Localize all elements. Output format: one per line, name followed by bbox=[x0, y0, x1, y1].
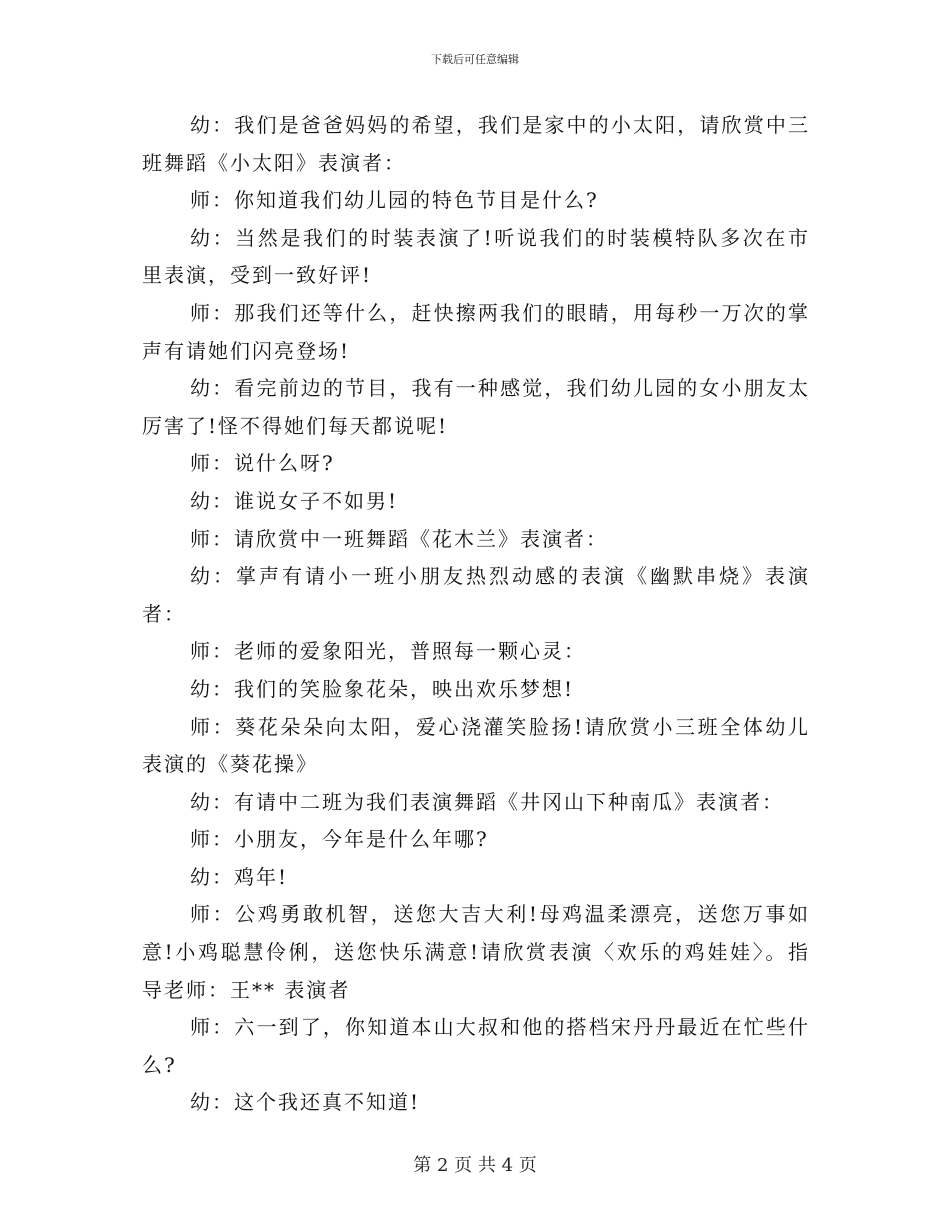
dialogue-line: 幼：当然是我们的时装表演了!听说我们的时装模特队多次在市里表演，受到一致好评! bbox=[142, 225, 810, 288]
page-header: 下载后可任意编辑 bbox=[431, 53, 519, 66]
dialogue-line: 师：请欣赏中一班舞蹈《花木兰》表演者： bbox=[190, 526, 608, 551]
dialogue-line: 师：老师的爱象阳光，普照每一颗心灵： bbox=[190, 639, 586, 664]
dialogue-line: 师：你知道我们幼儿园的特色节目是什么? bbox=[190, 188, 599, 213]
page-footer: 第 2 页 共 4 页 bbox=[413, 1155, 537, 1176]
dialogue-line: 师：那我们还等什么，赶快擦两我们的眼睛，用每秒一万次的掌声有请她们闪亮登场! bbox=[142, 300, 810, 363]
dialogue-line: 师：说什么呀? bbox=[190, 451, 335, 476]
dialogue-line: 师：公鸡勇敢机智，送您大吉大利!母鸡温柔漂亮，送您万事如意!小鸡聪慧伶俐，送您快乐满意!请欣赏表演〈欢乐的鸡娃娃〉。指导老师：王** 表演者 bbox=[142, 902, 810, 1002]
dialogue-line: 师：六一到了，你知道本山大叔和他的搭档宋丹丹最近在忙些什么? bbox=[142, 1015, 810, 1077]
dialogue-line: 幼：这个我还真不知道! bbox=[190, 1090, 421, 1115]
dialogue-line: 幼：看完前边的节目，我有一种感觉，我们幼儿园的女小朋友太厉害了!怪不得她们每天都说呢! bbox=[142, 376, 810, 438]
dialogue-line: 幼：谁说女子不如男! bbox=[190, 488, 399, 513]
dialogue-line: 幼：我们是爸爸妈妈的希望，我们是家中的小太阳，请欣赏中三班舞蹈《小太阳》表演者： bbox=[142, 113, 810, 175]
dialogue-line: 师：葵花朵朵向太阳，爱心浇灌笑脸扬!请欣赏小三班全体幼儿表演的《葵花操》 bbox=[142, 714, 810, 777]
dialogue-line: 幼：有请中二班为我们表演舞蹈《井冈山下种南瓜》表演者： bbox=[190, 789, 784, 814]
dialogue-line: 幼：掌声有请小一班小朋友热烈动感的表演《幽默串烧》表演者： bbox=[142, 564, 810, 626]
dialogue-line: 幼：我们的笑脸象花朵，映出欢乐梦想! bbox=[190, 676, 575, 701]
dialogue-line: 师：小朋友，今年是什么年哪? bbox=[190, 827, 489, 852]
dialogue-line: 幼：鸡年! bbox=[190, 864, 289, 889]
document-body bbox=[142, 107, 810, 1122]
